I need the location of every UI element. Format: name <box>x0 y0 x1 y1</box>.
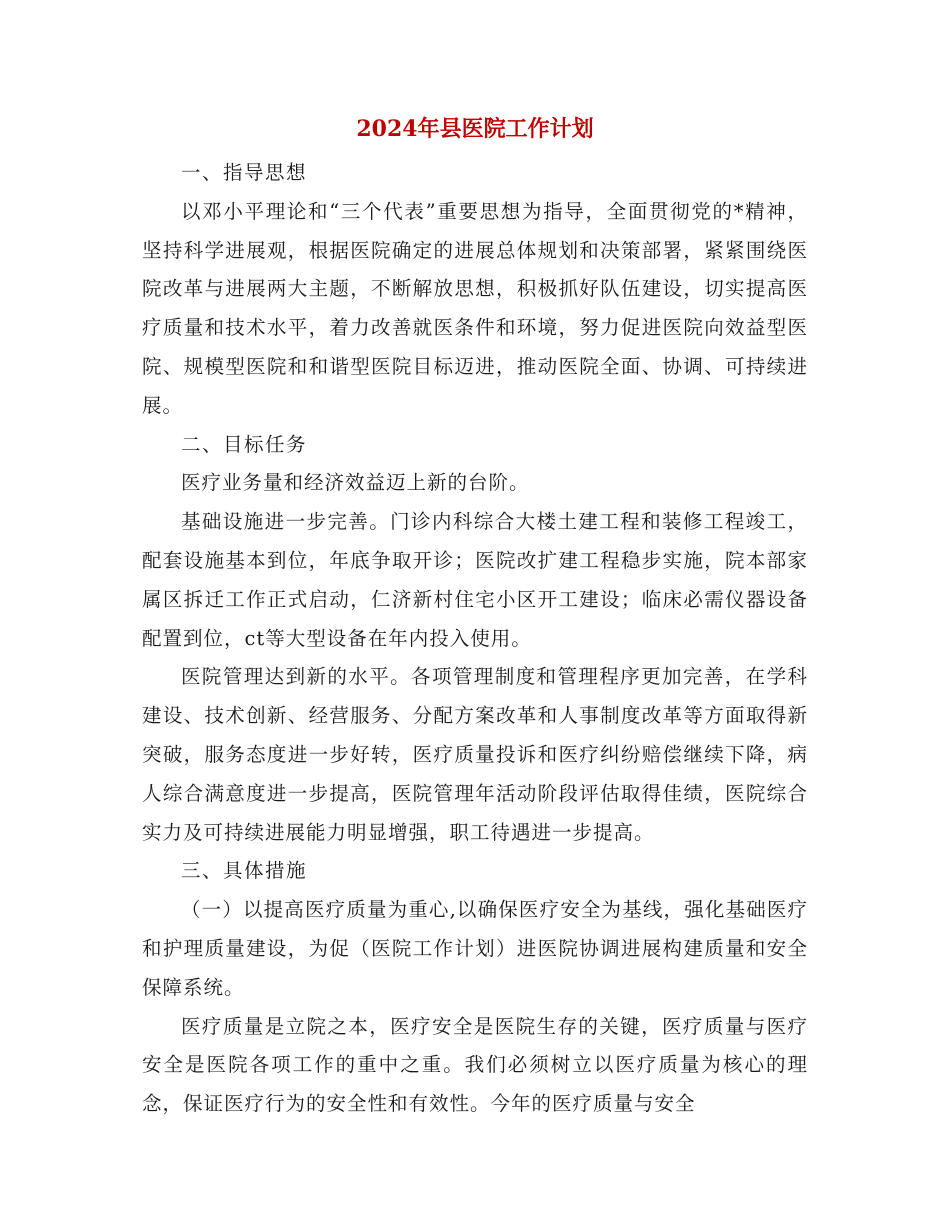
paragraph-medical-quality: 医疗质量是立院之本，医疗安全是医院生存的关键，医疗质量与医疗安全是医院各项工作的重中之重。我们必须树立以医疗质量为核心的理念，保证医疗行为的安全性和有效性。今年的医疗质量与安全 <box>142 1014 808 1116</box>
paragraph-management: 医院管理达到新的水平。各项管理制度和管理程序更加完善，在学科建设、技术创新、经营服务、分配方案改革和人事制度改革等方面取得新突破，服务态度进一步好转，医疗质量投诉和医疗纠纷赔偿继续下降，病人综合满意度进一步提高，医院管理年活动阶段评估取得佳绩，医院综合实力及可持续进展能力明显增强，职工待遇进一步提高。 <box>142 665 808 844</box>
section-heading-measures: 三、具体措施 <box>181 859 308 883</box>
paragraph-measure-one: （一）以提高医疗质量为重心,以确保医疗安全为基线，强化基础医疗和护理质量建设，为促（医院工作计划）进医院协调进展构建质量和安全保障系统。 <box>142 898 808 999</box>
section-heading-goals: 二、目标任务 <box>181 432 308 456</box>
paragraph-infrastructure: 基础设施进一步完善。门诊内科综合大楼土建工程和装修工程竣工，配套设施基本到位，年底争取开诊；医院改扩建工程稳步实施，院本部家属区拆迁工作正式启动，仁济新村住宅小区开工建设；临床必需仪器设备配置到位，ct等大型设备在年内投入使用。 <box>142 510 808 650</box>
document-body <box>142 154 808 1124</box>
document-title: 2024年县医院工作计划 <box>356 116 594 142</box>
paragraph-guiding-ideology: 以邓小平理论和“三个代表”重要思想为指导，全面贯彻党的*精神，坚持科学进展观，根据医院确定的进展总体规划和决策部署，紧紧围绕医院改革与进展两大主题，不断解放思想，积极抓好队伍建设，切实提高医疗质量和技术水平，着力改善就医条件和环境，努力促进医院向效益型医院、规模型医院和和谐型医院目标迈进，推动医院全面、协调、可持续进展。 <box>142 199 808 417</box>
paragraph-medical-volume: 医疗业务量和经济效益迈上新的台阶。 <box>181 471 530 495</box>
section-heading-guiding-ideology: 一、指导思想 <box>181 161 308 184</box>
